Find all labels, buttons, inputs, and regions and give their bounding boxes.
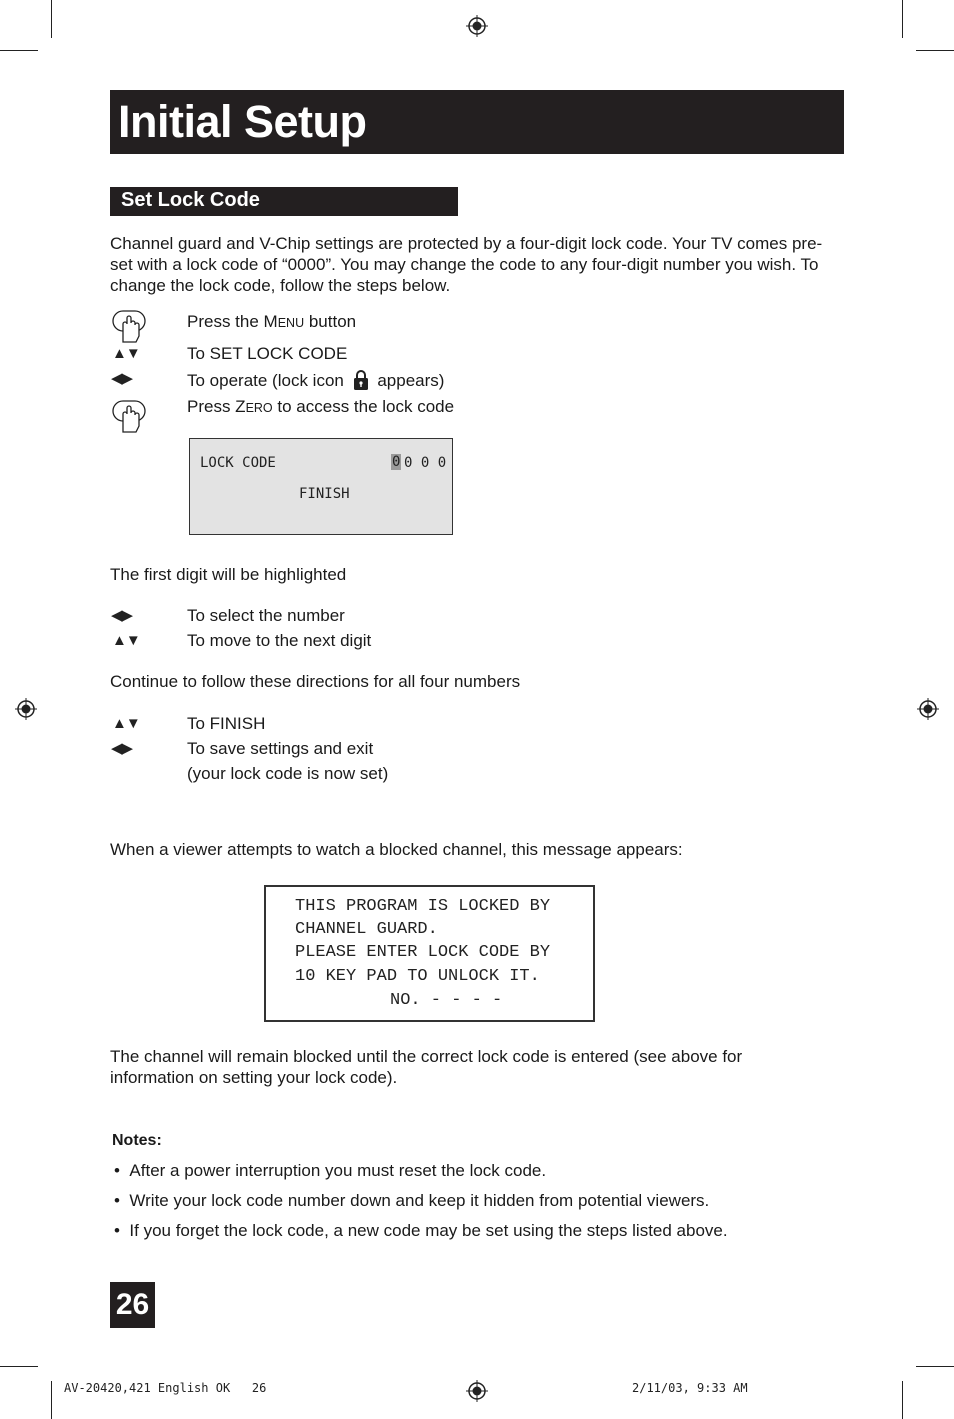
note-text: Write your lock code number down and keep it hidden from potential viewers. [129,1191,710,1210]
bullet-icon: • [114,1161,130,1180]
left-right-arrows-icon: ◀▶ [111,370,133,387]
crop-mark [916,1366,954,1367]
osd-message-line: THIS PROGRAM IS LOCKED BY [295,897,551,916]
footer-slug-left: AV-20420,421 English OK 26 [64,1381,267,1395]
osd-digits-rest: 0 0 0 [404,455,447,471]
up-down-arrows-icon: ▲▼ [112,715,140,732]
step-select-number: To select the number [187,606,345,625]
osd-message-line: 10 KEY PAD TO UNLOCK IT. [295,967,540,986]
page-number: 26 [110,1282,155,1328]
step-text-part: To operate (lock icon [187,371,344,390]
step-set-lock-code: To SET LOCK CODE [187,344,348,363]
left-right-arrows-icon: ◀▶ [111,740,133,757]
section-heading-bar [110,187,458,216]
bullet-icon: • [114,1221,130,1240]
page-title-bar [110,90,844,154]
notes-heading: Notes: [112,1132,162,1149]
up-down-arrows-icon: ▲▼ [112,345,140,362]
crop-mark [51,0,52,38]
step-text-part: to access the lock code [272,397,455,416]
bullet-icon: • [114,1191,130,1210]
page-title: Initial Setup [118,96,367,147]
lock-code-osd-screen [189,438,453,535]
osd-message-line: CHANNEL GUARD. [295,920,438,939]
registration-mark-icon [466,1380,488,1402]
press-button-hand-icon [112,310,146,344]
step-text-part: Press Z [187,397,246,416]
step-save-exit: To save settings and exit [187,739,374,758]
crop-mark [902,0,903,38]
osd-lock-code-label: LOCK CODE [200,455,276,471]
note-text: After a power interruption you must reset the lock code. [129,1161,547,1180]
section-title: Set Lock Code [121,189,260,211]
note-text: If you forget the lock code, a new code may be set using the steps listed above. [129,1221,728,1240]
press-button-hand-icon [112,400,146,434]
note-item [114,1161,546,1181]
blocked-channel-osd-message [264,885,595,1022]
osd-message-line: PLEASE ENTER LOCK CODE BY [295,943,551,962]
step-text-part: Press the M [187,312,278,331]
osd-digit-highlighted: 0 [392,454,401,470]
osd-message-line: NO. - - - - [390,991,503,1010]
registration-mark-icon [917,698,939,720]
step-operate [187,369,444,391]
footer-slug-right: 2/11/03, 9:33 AM [632,1381,748,1395]
note-item [114,1191,709,1211]
crop-mark [916,50,954,51]
step-press-zero [187,397,454,417]
small-caps-text: ERO [245,401,273,415]
continue-text: Continue to follow these directions for all four numbers [110,672,521,691]
left-right-arrows-icon: ◀▶ [111,607,133,624]
crop-mark [0,1366,38,1367]
osd-finish-label: FINISH [299,486,350,502]
step-finish: To FINISH [187,714,266,733]
step-text-part: appears) [377,371,445,390]
registration-mark-icon [15,698,37,720]
small-caps-text: ENU [277,316,305,330]
blocked-intro-text: When a viewer attempts to watch a blocked channel, this message appears: [110,840,683,859]
remain-blocked-paragraph: The channel will remain blocked until the correct lock code is entered (see above for information on setting your lock code). [110,1047,743,1087]
crop-mark [0,50,38,51]
note-item [114,1221,728,1241]
lock-icon [353,369,369,391]
first-digit-text: The first digit will be highlighted [110,565,347,584]
step-press-menu [187,312,356,332]
crop-mark [902,1381,903,1419]
registration-mark-icon [466,15,488,37]
step-save-note: (your lock code is now set) [187,764,389,783]
crop-mark [51,1381,52,1419]
intro-paragraph: Channel guard and V-Chip settings are protected by a four-digit lock code. Your TV comes pre-set with a lock code of “0000”. You may change the code to any four-digit number you wish. To change the lock code, follow the steps below. [110,234,823,295]
step-text-part: button [304,312,357,331]
up-down-arrows-icon: ▲▼ [112,632,140,649]
step-next-digit: To move to the next digit [187,631,372,650]
